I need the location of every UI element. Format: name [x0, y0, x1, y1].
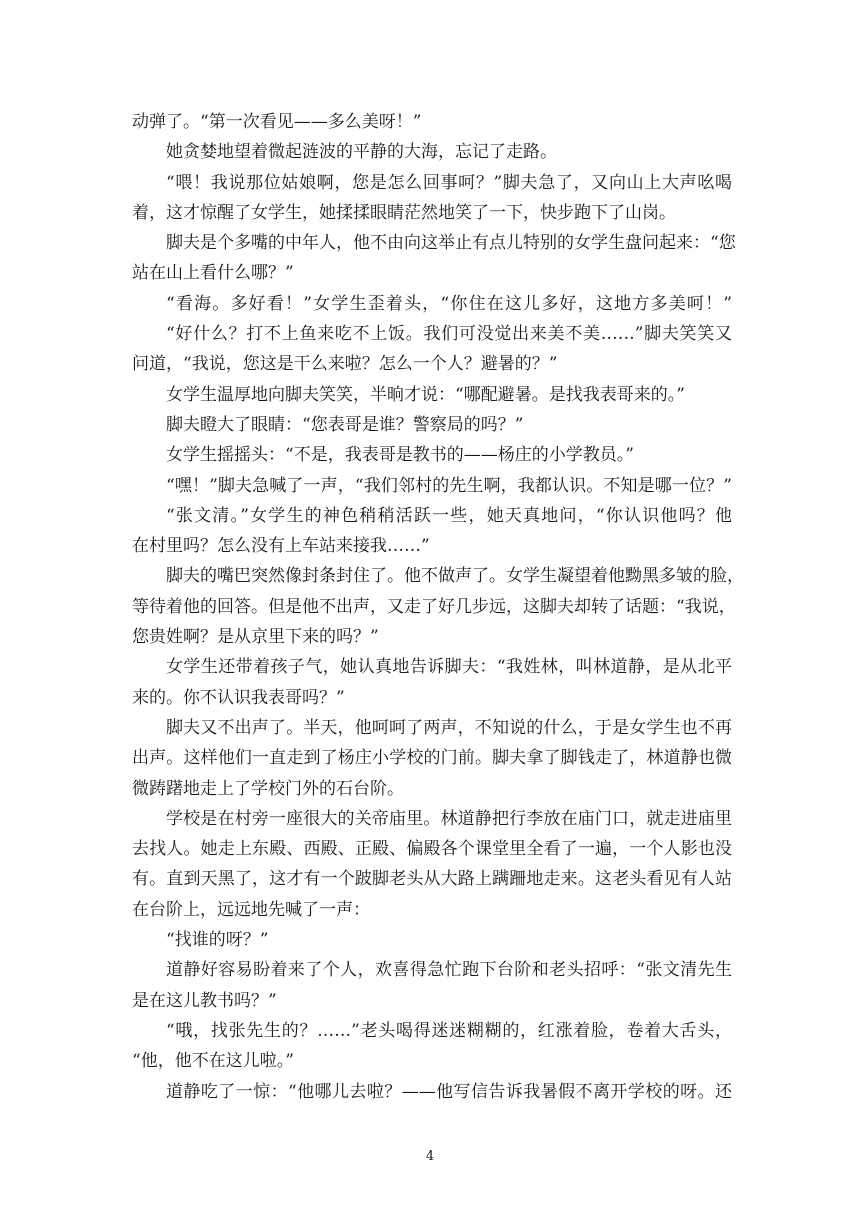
text-line: 来的。你不认识我表哥吗？” — [132, 687, 345, 708]
text-line: 问道，“我说，您这是干么来啦？怎么一个人？避暑的？” — [132, 354, 558, 375]
text-line: 去找人。她走上东殿、西殿、正殿、偏殿各个课堂里全看了一遍，一个人影也没 — [132, 839, 732, 860]
text-line: 出声。这样他们一直走到了杨庄小学校的门前。脚夫拿了脚钱走了，林道静也微 — [132, 748, 732, 769]
text-line: 您贵姓啊？是从京里下来的吗？” — [132, 627, 379, 648]
text-line: 道静吃了一惊：“他哪儿去啦？——他写信告诉我暑假不离开学校的呀。还 — [166, 1081, 732, 1102]
text-line: 是在这儿教书吗？” — [132, 990, 277, 1011]
text-line: “他，他不在这儿啦。” — [132, 1051, 294, 1072]
text-line: 动弹了。“第一次看见——多么美呀！” — [132, 112, 422, 132]
text-line: “喂！我说那位姑娘啊，您是怎么回事呵？”脚夫急了，又向山上大声吆喝 — [166, 172, 732, 193]
text-line: 脚夫的嘴巴突然像封条封住了。他不做声了。女学生凝望着他黝黑多皱的脸， — [166, 566, 744, 587]
text-line: “好什么？打不上鱼来吃不上饭。我们可没觉出来美不美……”脚夫笑笑又 — [166, 324, 732, 345]
text-line: 她贪婪地望着微起涟波的平静的大海，忘记了走路。 — [166, 142, 557, 163]
text-line: 女学生摇摇头：“不是，我表哥是教书的——杨庄的小学教员。” — [166, 445, 634, 466]
text-line: “找谁的呀？” — [166, 930, 269, 951]
text-line: 着，这才惊醒了女学生，她揉揉眼睛茫然地笑了一下，快步跑下了山岗。 — [132, 202, 676, 223]
text-line: 女学生还带着孩子气，她认真地告诉脚夫：“我姓林，叫林道静，是从北平 — [166, 657, 732, 678]
text-line: 女学生温厚地向脚夫笑笑，半晌才说：“哪配避暑。是找我表哥来的。” — [166, 384, 685, 405]
text-line: “嘿！”脚夫急喊了一声，“我们邻村的先生啊，我都认识。不知是哪一位？” — [166, 475, 732, 496]
text-line: 站在山上看什么哪？” — [132, 263, 294, 284]
text-line: 学校是在村旁一座很大的关帝庙里。林道静把行李放在庙门口，就走进庙里 — [166, 808, 732, 829]
text-line: “哦，找张先生的？……”老头喝得迷迷糊糊的，红涨着脸，卷着大舌头， — [166, 1020, 732, 1041]
document-page — [132, 107, 744, 1107]
text-line: 微踌躇地走上了学校门外的石台阶。 — [132, 778, 404, 799]
text-line: “看海。多好看！”女学生歪着头，“你住在这儿多好，这地方多美呵！” — [166, 293, 732, 314]
text-line: 在台阶上，远远地先喊了一声： — [132, 899, 370, 920]
text-line: 脚夫瞪大了眼睛：“您表哥是谁？警察局的吗？” — [166, 414, 524, 435]
text-line: 道静好容易盼着来了个人，欢喜得急忙跑下台阶和老头招呼：“张文清先生 — [166, 960, 732, 981]
text-line: 有。直到天黑了，这才有一个跛脚老头从大路上蹒跚地走来。这老头看见有人站 — [132, 869, 732, 890]
text-line: 等待着他的回答。但是他不出声，又走了好几步远，这脚夫却转了话题：“我说， — [132, 596, 736, 617]
text-line: 在村里吗？怎么没有上车站来接我……” — [132, 536, 430, 557]
page-number: 4 — [425, 1149, 435, 1164]
text-line: “张文清。”女学生的神色稍稍活跃一些，她天真地问，“你认识他吗？他 — [166, 505, 732, 526]
text-line: 脚夫是个多嘴的中年人，他不由向这举止有点儿特别的女学生盘问起来：“您 — [166, 233, 736, 254]
text-line: 脚夫又不出声了。半天，他呵呵了两声，不知说的什么，于是女学生也不再 — [166, 717, 732, 738]
